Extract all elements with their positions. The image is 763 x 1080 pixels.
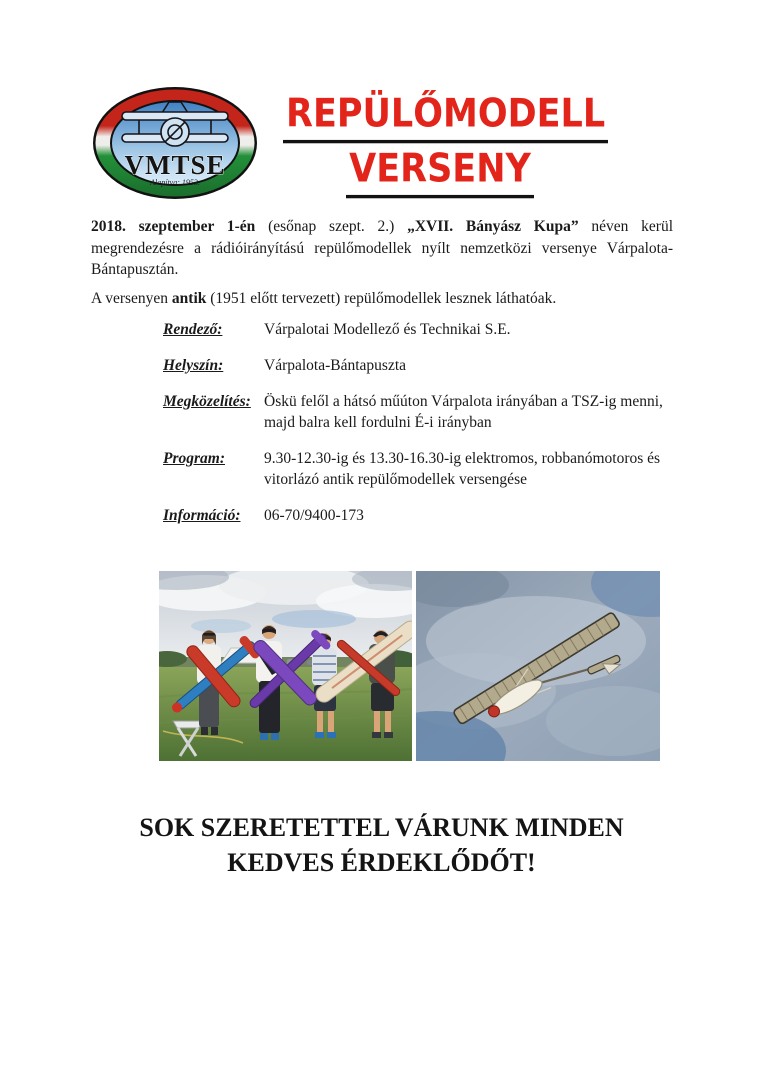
event-date: 2018. szeptember 1-én [91, 218, 256, 235]
detail-label-directions: Megközelítés: [163, 393, 251, 410]
detail-label-location: Helyszín: [163, 357, 224, 374]
intro-p2-text-a: A versenyen [91, 290, 172, 307]
detail-row-organizer [163, 319, 669, 340]
intro-p2-antik: antik [171, 290, 207, 307]
logo-founded-text: Alapítva: 1953. [150, 178, 200, 187]
closing-line2: KEDVES ÉRDEKLŐDŐT! [227, 848, 536, 877]
photo-strip [159, 571, 660, 761]
event-name: „XVII. Bányász Kupa” [407, 218, 579, 235]
closing-heading [0, 810, 763, 880]
detail-row-info-phone [163, 505, 669, 526]
detail-label-program: Program: [163, 450, 225, 467]
intro-p1-text-a: (esőnap szept. 2.) [255, 218, 408, 235]
detail-value-organizer: Várpalotai Modellező és Technikai S.E. [264, 321, 511, 338]
intro-paragraph-1 [91, 216, 673, 281]
intro-p2-text-b: (1951 előtt tervezett) repülőmodellek lesznek láthatóak. [206, 290, 557, 307]
vmtse-logo [92, 86, 258, 200]
poster-title [283, 91, 606, 193]
detail-value-info-phone: 06-70/9400-173 [264, 507, 364, 524]
detail-value-location: Várpalota-Bántapuszta [264, 357, 407, 374]
intro-paragraph-2 [91, 288, 673, 309]
detail-row-location [163, 355, 669, 376]
event-details-list [163, 319, 669, 541]
poster-title-line1: REPÜLŐMODELL [283, 94, 608, 143]
pilots-with-model-planes-photo [159, 571, 412, 761]
detail-value-program: 9.30-12.30-ig és 13.30-16.30-ig elektromos, robbanómotoros és vitorlázó antik repülőmodellek versengése [264, 450, 661, 488]
intro-p1-text-b: néven kerül megrendezésre a rádióirányítású repülőmodellek nyílt nemzetközi versenye Várpalota-Bántapusztán. [91, 218, 673, 278]
detail-label-info-phone: Információ: [163, 507, 241, 524]
detail-value-directions: Öskü felől a hátsó műúton Várpalota irányában a TSZ-ig menni, majd balra kell fordulni É-i irányban [264, 393, 663, 431]
logo-org-abbrev: VMTSE [124, 150, 226, 180]
detail-row-directions [163, 391, 669, 433]
detail-label-organizer: Rendező: [163, 321, 223, 338]
detail-row-program [163, 448, 669, 490]
poster-title-line2: VERSENY [346, 149, 534, 198]
closing-line1: SOK SZERETETTEL VÁRUNK MINDEN [139, 813, 624, 842]
model-glider-in-flight-photo [416, 571, 660, 761]
vmtse-logo-icon [92, 86, 258, 200]
